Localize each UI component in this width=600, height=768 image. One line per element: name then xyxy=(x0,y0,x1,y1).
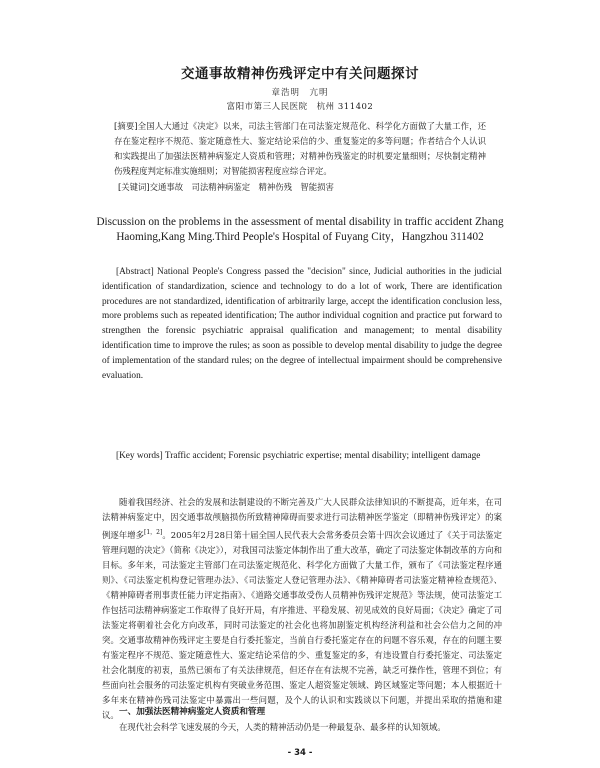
body-text-part-1: 随着我国经济、社会的发展和法制建设的不断完善及广大人民群众法律知识的不断提高，近年来，在司法精神病鉴定中，因交通事故颅脑损伤所致精神障碍而要求进行司法精神医学鉴定（即精神伤残评定）的案例逐年增多 xyxy=(102,497,502,540)
abstract-cn: [摘要]全国人大通过《决定》以来，司法主管部门在司法鉴定规范化、科学化方面做了大量工作，还存在鉴定程序不规范、鉴定随意性大、鉴定结论采信的少、重复鉴定的多等问题；作者结合个人认识和实践提出了加强法医精神病鉴定人资质和管理；对精神伤残鉴定的时机要定量细则；尽快制定精神伤残程度判定标准实施细则；对智能损害程度应综合评定。 xyxy=(114,121,486,176)
article-title-en: Discussion on the problems in the assessment of mental disability in traffic accident Zhang Haoming,Kang Ming.Third People's Hospital of Fuyang City，Hangzhou 311402 xyxy=(96,216,504,243)
keywords-cn: [关键词]交通事故 司法精神病鉴定 精神伤残 智能损害 xyxy=(118,182,334,192)
section-heading: 一、加强法医精神病鉴定人资质和管理 xyxy=(119,707,266,717)
keywords-en: [Key words] Traffic accident; Forensic psychiatric expertise; mental disability; intelligent damage xyxy=(116,451,481,461)
authors-cn: 章浩明 亢明 xyxy=(271,88,329,98)
body-paragraph xyxy=(102,495,502,723)
article-title-cn: 交通事故精神伤残评定中有关问题探讨 xyxy=(181,66,419,82)
abstract-en: [Abstract] National People's Congress passed the "decision" since, Judicial authorities in the judicial identification of standardization, science and technology to do a lot of work, There are identification procedures are not standardized, identification of arbitrarily large, accept the identification conclusion less, more problems such as repeated identification; The author individual cognition and practice put forward to strengthen the forensic psychiatric appraisal qualification and management; to mental disability identification time to improve the rules; as soon as possible to develop mental disability to judge the degree of implementation of the standard rules; on the degree of intellectual impairment should be comprehensive evaluation. xyxy=(102,267,502,381)
affiliation-cn: 富阳市第三人民医院 杭州 311402 xyxy=(226,102,374,112)
body-text-part-2: 。2005年2月28日第十届全国人民代表大会常务委员会第十四次会议通过了《关于司法鉴定管理问题的决定》（简称《决定》），对我国司法鉴定体制作出了重大改革，确定了司法鉴定体制改革的方向和目标。多年来，司法鉴定主管部门在司法鉴定规范化、科学化方面做了大量工作，颁布了《司法鉴定程序通则》、《司法鉴定机构登记管理办法》、《司法鉴定人登记管理办法》、《精神障碍者司法鉴定精神检查规范》、《精神障碍者刑事责任能力评定指南》、《道路交通事故受伤人员精神伤残评定规范》等法规，使司法鉴定工作包括司法精神病鉴定工作取得了良好开局，有序推进、平稳发展、初见成效的良好局面；《决定》确定了司法鉴定将朝着社会化方向改革，同时司法鉴定的社会化也将加剧鉴定机构经济利益和社会公信力之间的冲突。交通事故精神伤残评定主要是自行委托鉴定，当前自行委托鉴定存在的问题不容乐观，存在的问题主要有鉴定程序不规范、鉴定随意性大、鉴定结论采信的少、重复鉴定的多，有违设置自行委托鉴定、司法鉴定社会化制度的初衷，虽然已颁布了有关法律规范，但还存在有法规不完善，缺乏可操作性，管理不到位；有些面向社会服务的司法鉴定机构有突破业务范围、鉴定人超资鉴定领域、跨区域鉴定等问题；本人根据近十多年来在精神伤残司法鉴定中暴露出一些问题，及个人的认识和实践谈以下问题，并提出采取的措施和建议。 xyxy=(102,529,503,720)
section-first-line: 在现代社会科学飞速发展的今天，人类的精神活动仍是一种最复杂、最多样的认知领域。 xyxy=(119,722,446,732)
citation-ref: [1，2] xyxy=(143,529,163,536)
page-number: - 34 - xyxy=(287,748,313,758)
